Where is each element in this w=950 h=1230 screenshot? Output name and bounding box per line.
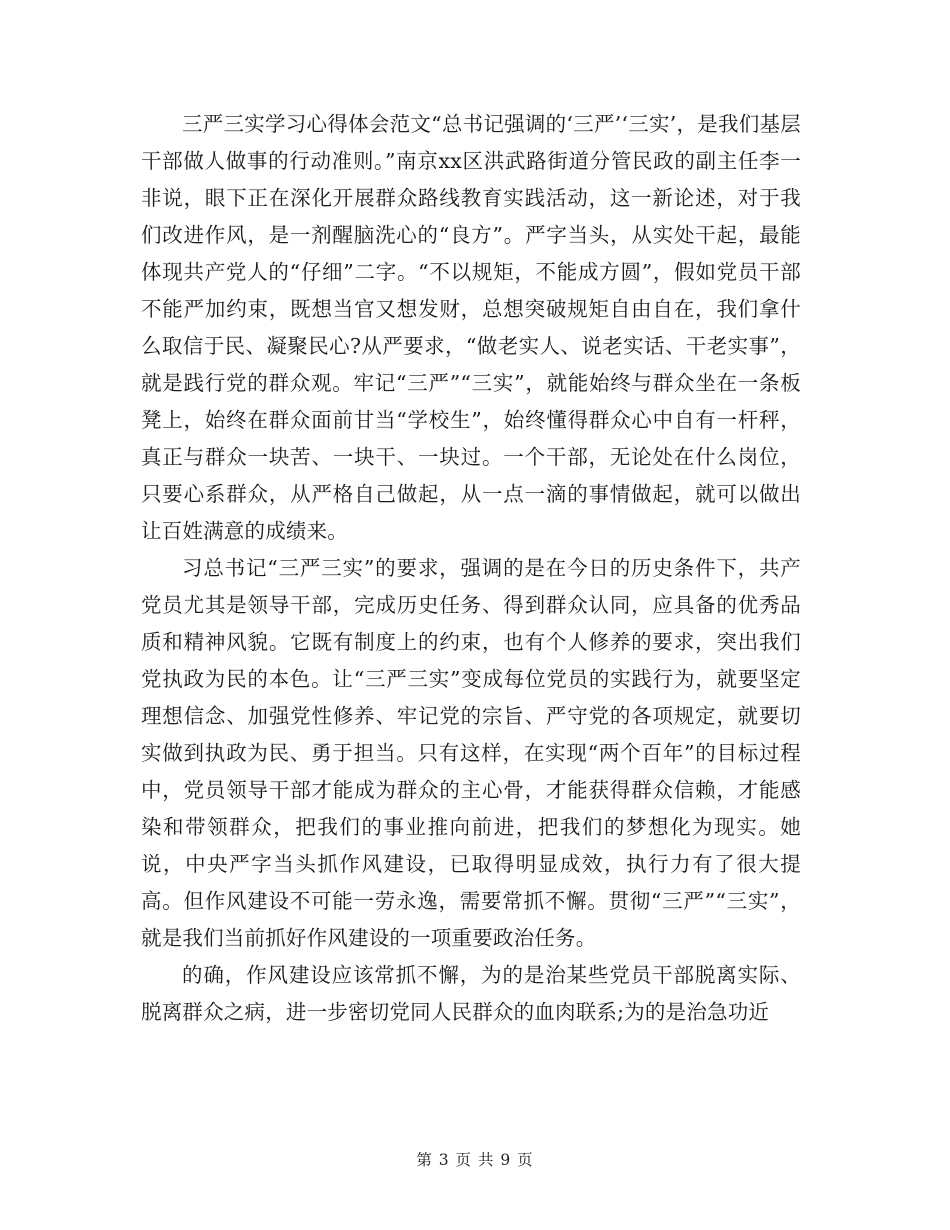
document-body: [141, 106, 801, 1031]
page-number-footer: 第 3 页 共 9 页: [416, 1151, 534, 1169]
paragraph-2: 习总书记“三严三实”的要求，强调的是在今日的历史条件下，共产党员尤其是领导干部，完成历史任务、得到群众认同，应具备的优秀品质和精神风貌。它既有制度上的约束，也有个人修养的要求，突出我们党执政为民的本色。让“三严三实”变成每位党员的实践行为，就要坚定理想信念、加强党性修养、牢记党的宗旨、严守党的各项规定，就要切实做到执政为民、勇于担当。只有这样，在实现“两个百年”的目标过程中，党员领导干部才能成为群众的主心骨，才能获得群众信赖，才能感染和带领群众，把我们的事业推向前进，把我们的梦想化为现实。她说，中央严字当头抓作风建设，已取得明显成效，执行力有了很大提高。但作风建设不可能一劳永逸，需要常抓不懈。贯彻“三严”“三实”，就是我们当前抓好作风建设的一项重要政治任务。: [141, 556, 801, 950]
paragraph-1: 三严三实学习心得体会范文“总书记强调的‘三严’‘三实’，是我们基层干部做人做事的行动准则。”南京xx区洪武路街道分管民政的副主任李一非说，眼下正在深化开展群众路线教育实践活动，这一新论述，对于我们改进作风，是一剂醒脑洗心的“良方”。严字当头，从实处干起，最能体现共产党人的“仔细”二字。“不以规矩，不能成方圆”，假如党员干部不能严加约束，既想当官又想发财，总想突破规矩自由自在，我们拿什么取信于民、凝聚民心?从严要求，“做老实人、说老实话、干老实事”，就是践行党的群众观。牢记“三严”“三实”，就能始终与群众坐在一条板凳上，始终在群众面前甘当“学校生”，始终懂得群众心中自有一杆秤，真正与群众一块苦、一块干、一块过。一个干部，无论处在什么岗位，只要心系群众，从严格自己做起，从一点一滴的事情做起，就可以做出让百姓满意的成绩来。: [141, 112, 801, 543]
paragraph-3: 的确，作风建设应该常抓不懈，为的是治某些党员干部脱离实际、脱离群众之病，进一步密切党同人民群众的血肉联系;为的是治急功近: [141, 963, 801, 1024]
